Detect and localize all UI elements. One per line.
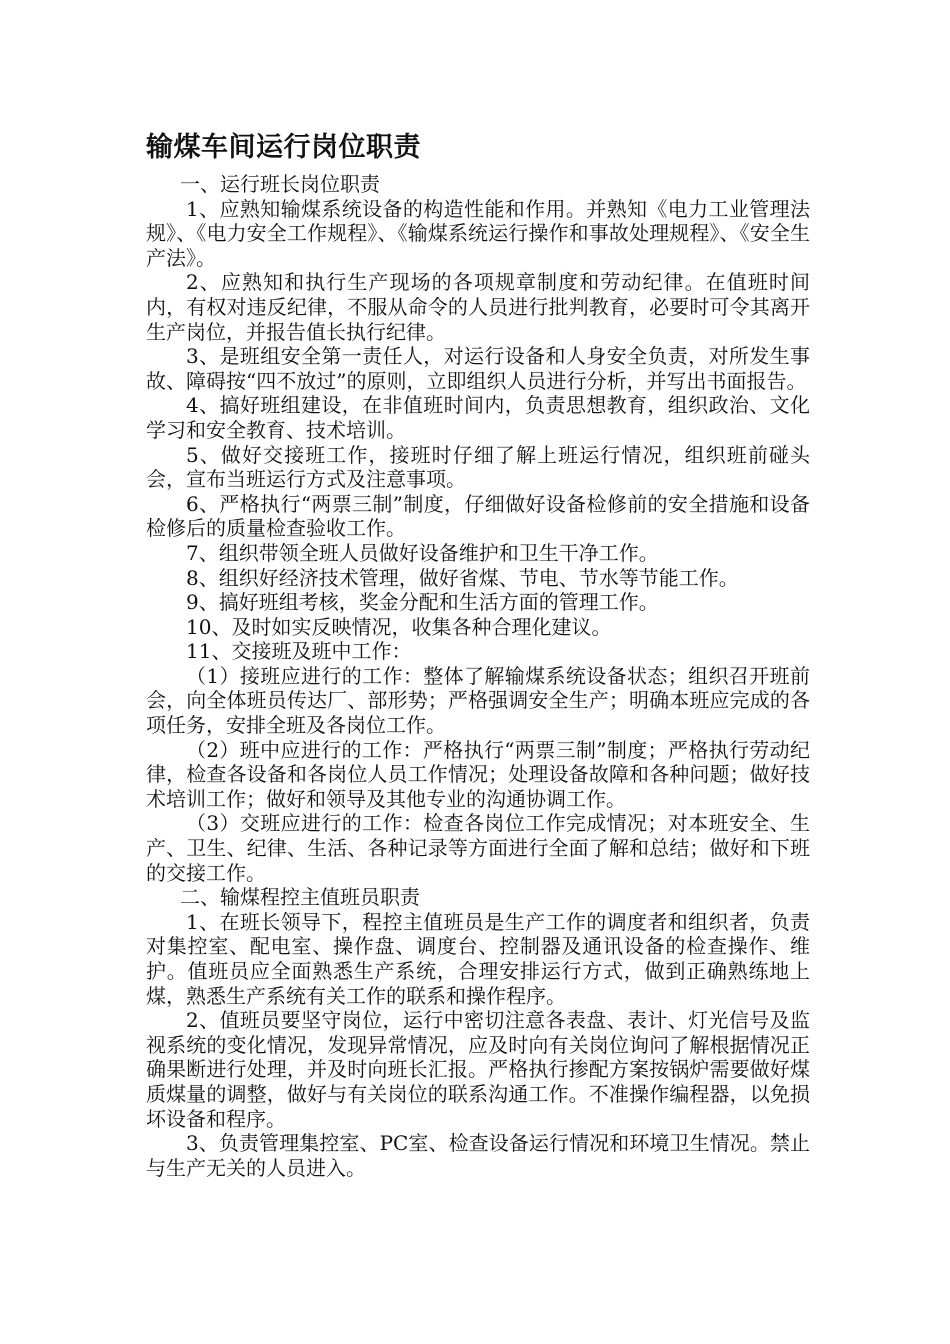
- paragraph: 2、应熟知和执行生产现场的各项规章制度和劳动纪律。在值班时间内，有权对违反纪律，不服从命令的人员进行批判教育，必要时可令其离开生产岗位，并报告值长执行纪律。: [146, 270, 810, 344]
- paragraph: 10、及时如实反映情况，收集各种合理化建议。: [186, 614, 612, 639]
- section-heading-1: 一、运行班长岗位职责: [180, 172, 380, 196]
- paragraph: 2、值班员要坚守岗位，运行中密切注意各表盘、表计、灯光信号及监视系统的变化情况，发现异常情况，应及时向有关岗位询问了解根据情况正确果断进行处理，并及时向班长汇报。严格执行掺配方案按锅炉需要做好煤质煤量的调整，做好与有关岗位的联系沟通工作。不准操作编程器，以免损坏设备和程序。: [146, 1008, 810, 1131]
- paragraph: 4、搞好班组建设，在非值班时间内，负责思想教育，组织政治、文化学习和安全教育、技术培训。: [146, 393, 810, 442]
- paragraph: 3、是班组安全第一责任人，对运行设备和人身安全负责，对所发生事故、障碍按“四不放过”的原则，立即组织人员进行分析，并写出书面报告。: [146, 344, 810, 393]
- paragraph: 1、应熟知输煤系统设备的构造性能和作用。并熟知《电力工业管理法规》、《电力安全工作规程》、《输煤系统运行操作和事故处理规程》、《安全生产法》。: [146, 196, 810, 270]
- paragraph: （1）接班应进行的工作：整体了解输煤系统设备状态；组织召开班前会，向全体班员传达厂、部形势；严格强调安全生产；明确本班应完成的各项任务，安排全班及各岗位工作。: [146, 663, 810, 738]
- paragraph: 7、组织带领全班人员做好设备维护和卫生干净工作。: [186, 540, 659, 565]
- paragraph: 1、在班长领导下，程控主值班员是生产工作的调度者和组织者，负责对集控室、配电室、操作盘、调度台、控制器及通讯设备的检查操作、维护。值班员应全面熟悉生产系统，合理安排运行方式，做到正确熟练地上煤，熟悉生产系统有关工作的联系和操作程序。: [146, 909, 810, 1008]
- paragraph: 9、搞好班组考核，奖金分配和生活方面的管理工作。: [186, 590, 659, 615]
- paragraph: 5、做好交接班工作，接班时仔细了解上班运行情况，组织班前碰头会，宣布当班运行方式及注意事项。: [146, 442, 810, 492]
- paragraph: （2）班中应进行的工作：严格执行“两票三制”制度；严格执行劳动纪律，检查各设备和各岗位人员工作情况；处理设备故障和各种问题；做好技术培训工作；做好和领导及其他专业的沟通协调工作。: [146, 737, 810, 811]
- paragraph: 3、负责管理集控室、PC室、检查设备运行情况和环境卫生情况。禁止与生产无关的人员进入。: [146, 1131, 810, 1180]
- paragraph: 8、组织好经济技术管理，做好省煤、节电、节水等节能工作。: [186, 565, 739, 590]
- paragraph: 11、交接班及班中工作：: [186, 639, 412, 664]
- paragraph: 6、严格执行“两票三制”制度，仔细做好设备检修前的安全措施和设备检修后的质量检查验收工作。: [146, 491, 810, 541]
- section-heading-2: 二、输煤程控主值班员职责: [180, 885, 420, 910]
- paragraph: （3）交班应进行的工作：检查各岗位工作完成情况；对本班安全、生产、卫生、纪律、生活、各种记录等方面进行全面了解和总结；做好和下班的交接工作。: [146, 811, 810, 885]
- document-title: 输煤车间运行岗位职责: [146, 132, 421, 163]
- document-page: [146, 128, 810, 1180]
